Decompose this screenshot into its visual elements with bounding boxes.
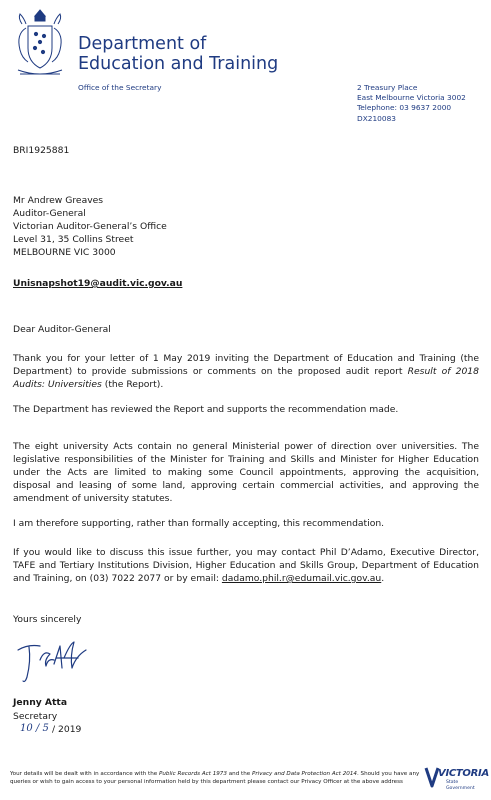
reference-number: BRI1925881	[13, 145, 70, 156]
address-line: Telephone: 03 9637 2000	[357, 103, 452, 113]
address-line: DX210083	[357, 113, 396, 123]
paragraph-1-tail: (the Report).	[101, 379, 164, 390]
signer-title: Secretary	[13, 711, 58, 722]
privacy-footer	[10, 770, 420, 786]
victoria-logo-state: State	[446, 780, 459, 785]
recipient-line: Victorian Auditor-General’s Office	[13, 221, 167, 232]
address-line: 2 Treasury Place	[357, 83, 418, 92]
footer-text: Your details will be dealt with in accordance with the	[10, 771, 160, 777]
paragraph-1-text: Thank you for your letter of 1 May 2019 inviting the Department of Education and Training (the Department) to provide submissions or comments on the proposed audit report	[13, 353, 479, 377]
paragraph-4: I am therefore supporting, rather than formally accepting, this recommendation.	[13, 518, 385, 529]
victoria-logo-word: VICTORIA	[438, 768, 489, 779]
paragraph-5	[13, 546, 479, 585]
salutation: Dear Auditor-General	[13, 324, 111, 335]
recipient-address	[13, 194, 167, 259]
recipient-line: MELBOURNE VIC 3000	[13, 247, 116, 258]
handwritten-date: 10 / 5	[20, 723, 49, 734]
report-title: Result of 2018 Audits: Universities	[13, 366, 479, 390]
victoria-logo-government: Government	[446, 786, 475, 791]
recipient-line: Mr Andrew Greaves	[13, 195, 104, 206]
footer-act-2: Privacy and Data Protection Act 2014	[251, 771, 357, 777]
paragraph-1	[13, 352, 479, 391]
paragraph-3: The eight university Acts contain no general Ministerial power of direction over universities. The legislative responsibilities of the Minister for Training and Skills and Minister for Higher Education under the Acts are limited to making some Council appointments, approving the acquisition, disposal and leasing of some land, approving certain commercial activities, and approving the amendment of university statutes.	[13, 441, 479, 504]
date-year: / 2019	[52, 724, 82, 735]
victoria-coat-of-arms-logo	[10, 6, 70, 82]
department-title-line2: Education and Training	[78, 54, 279, 74]
department-title-line1: Department of	[78, 34, 207, 54]
contact-email-link[interactable]: dadamo.phil.r@edumail.vic.gov.au	[221, 573, 382, 584]
paragraph-5-tail: .	[381, 573, 385, 584]
footer-act-1: Public Records Act 1973	[159, 771, 227, 777]
paragraph-5-text: If you would like to discuss this issue further, you may contact Phil D’Adamo, Executive Director, TAFE and Tertiary Institutions Division, Higher Education and Skills Group, Department of Education and Training, on (03) 7022 2077 or by email:	[13, 547, 479, 584]
paragraph-2: The Department has reviewed the Report and supports the recommendation made.	[13, 404, 399, 415]
recipient-line: Auditor-General	[13, 208, 86, 219]
footer-text: and the	[226, 771, 252, 777]
recipient-line: Level 31, 35 Collins Street	[13, 234, 134, 245]
closing: Yours sincerely	[13, 614, 82, 625]
recipient-email-link[interactable]: Unisnapshot19@audit.vic.gov.au	[13, 278, 183, 289]
department-title	[78, 34, 278, 74]
signer-name: Jenny Atta	[13, 697, 68, 708]
office-label: Office of the Secretary	[78, 83, 162, 92]
sender-address	[357, 83, 466, 124]
handwritten-signature	[14, 634, 96, 688]
address-line: East Melbourne Victoria 3002	[357, 93, 466, 103]
footer-text: . Should you have any queries or wish to gain access to your personal information held by this department please contact our Privacy Officer at the above address	[10, 771, 420, 785]
